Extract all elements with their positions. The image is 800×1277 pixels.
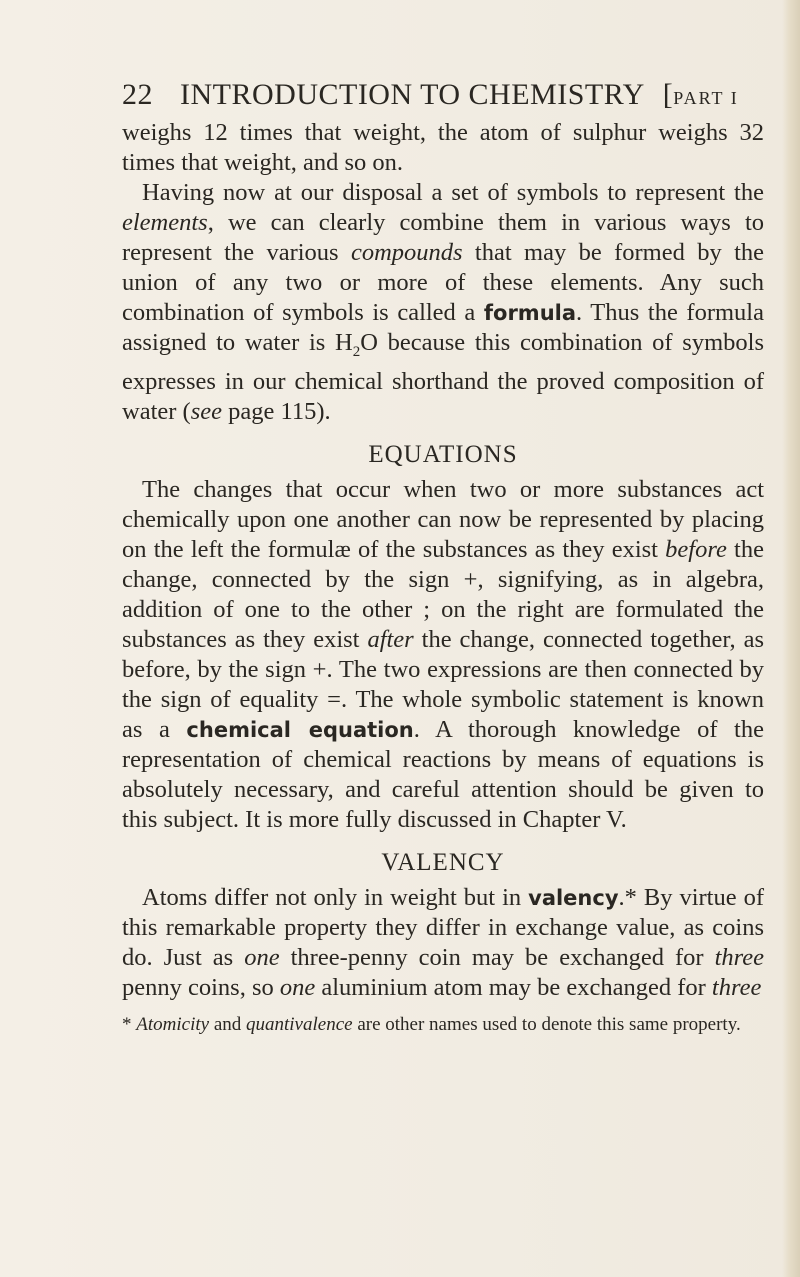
paragraph-equations: The changes that occur when two or more substances act chemically upon one another can now be represented by placing on the left the formulæ of the substances as they exist before the change, connected by the sign +, signifying, as in algebra, addition of one to the other ; on the right are formulated the substances as they exist after the change, connected together, as before, by the sign +. The two expressions are then connected by the sign of equality =. The whole symbolic statement is known as a chemical equation. A thorough knowledge of the representation of chemical reactions by means of equations is absolutely necessary, and careful attention should be given to this subject. It is more fully discussed in Chapter V. bbox=[122, 475, 764, 833]
term-valency: valency bbox=[528, 885, 619, 910]
paragraph-formula: Having now at our disposal a set of symbols to represent the elements, we can clearly combine them in various ways to represent the various compounds that may be formed by the union of any two or more of these elements. Any such combination of symbols is called a formula. Thus the formula assigned to water is $H_2O$ because this combination of symbols expresses in our chemical shorthand the proved composition of water (see page 115). bbox=[122, 179, 764, 425]
heading-valency: VALENCY bbox=[381, 848, 505, 876]
running-header bbox=[122, 78, 764, 118]
part-label: [PART I bbox=[662, 78, 739, 111]
page-edge-shadow bbox=[782, 0, 800, 1277]
term-formula: formula bbox=[483, 301, 577, 325]
page-number: 22 bbox=[122, 78, 153, 111]
running-title: INTRODUCTION TO CHEMISTRY bbox=[180, 78, 645, 111]
text-column bbox=[122, 78, 764, 1037]
footnote: * Atomicity and quantivalence are other names used to denote this same property. bbox=[122, 1013, 741, 1035]
paragraph-valency: Atoms differ not only in weight but in valency.* By virtue of this remarkable property they differ in exchange value, as coins do. Just as one three-penny coin may be exchanged for three penny coins, so one aluminium atom may be exchanged for three bbox=[122, 883, 764, 1001]
paragraph-continuation: weighs 12 times that weight, the atom of sulphur weighs 32 times that weight, and so on. bbox=[122, 119, 764, 176]
term-chemical-equation: chemical equation bbox=[186, 717, 414, 742]
heading-equations: EQUATIONS bbox=[368, 440, 518, 468]
